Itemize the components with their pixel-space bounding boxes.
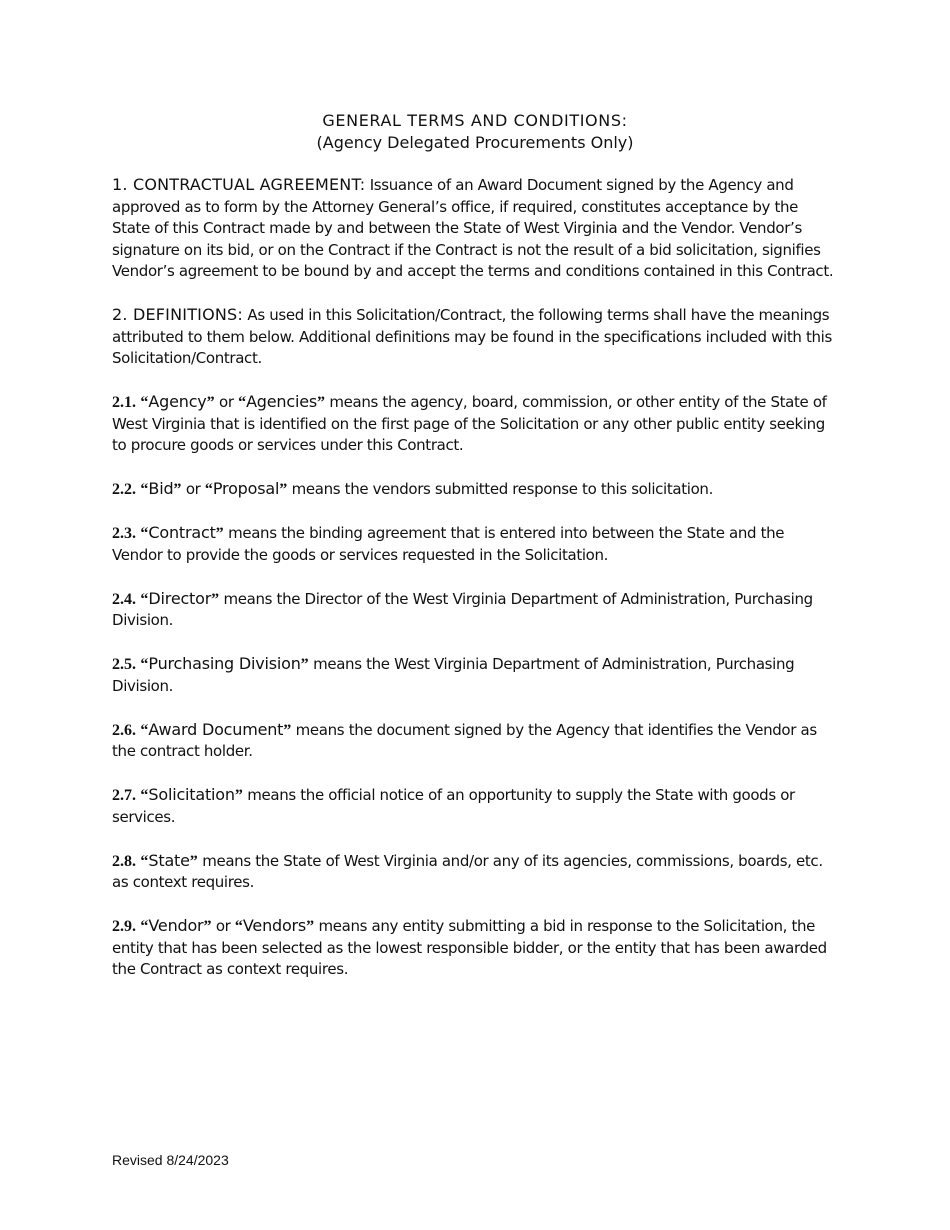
defined-term: Agency: [148, 392, 207, 411]
definition-text: means the Director of the West Virginia Department of Administration, Purchasing Division.: [112, 589, 813, 629]
definition-number: 2.5.: [112, 656, 136, 673]
definition-text: means any entity submitting a bid in response to the Solicitation, the entity that has been selected as the lowest responsible bidder, or the entity that has been awarded the Contract as context requires.: [112, 917, 827, 978]
defined-term: Agencies: [246, 392, 317, 411]
section-heading: 2. DEFINITIONS:: [112, 305, 243, 324]
definition-text: means the document signed by the Agency that identifies the Vendor as the contract holder.: [112, 720, 817, 760]
definition-item: 2.4. “Director” means the Director of the West Virginia Department of Administration, Purchasing Division.: [112, 588, 813, 629]
definitions-list: [112, 391, 838, 981]
definition-text: means the agency, board, commission, or other entity of the State of West Virginia that is identified on the first page of the Solicitation or any other public entity seeking to procure goods or services under this Contract.: [112, 393, 827, 454]
term-connector: or: [214, 393, 239, 411]
definition-number: 2.9.: [112, 918, 136, 935]
defined-term: Award Document: [148, 719, 284, 739]
revision-footer: Revised 8/24/2023: [112, 1152, 229, 1168]
document-title: GENERAL TERMS AND CONDITIONS:: [322, 111, 628, 130]
definition-number: 2.2.: [112, 481, 136, 498]
term-connector: or: [211, 917, 235, 935]
definition-number: 2.4.: [112, 590, 136, 608]
definition-number: 2.8.: [112, 852, 136, 870]
term-connector: or: [181, 480, 205, 498]
defined-term: Vendors: [242, 916, 307, 935]
defined-term: Director: [148, 588, 212, 608]
definition-item: 2.7. “Solicitation” means the official notice of an opportunity to supply the State with goods or services.: [112, 785, 795, 826]
definition-text: means the official notice of an opportunity to supply the State with goods or services.: [112, 786, 795, 826]
definition-number: 2.1.: [112, 394, 136, 411]
section-body: Issuance of an Award Document signed by the Agency and approved as to form by the Attorney General’s office, if required, constitutes acceptance by the State of this Contract made by and between the State of West Virginia and the Vendor. Vendor’s signature on its bid, or on the Contract if the Contract is not the result of a bid solicitation, signifies Vendor’s agreement to be bound by and accept the terms and conditions contained in this Contract.: [112, 176, 834, 280]
defined-term: Contract: [148, 523, 216, 542]
definition-number: 2.3.: [112, 525, 136, 542]
definition-number: 2.7.: [112, 787, 136, 804]
definition-text: means the West Virginia Department of Administration, Purchasing Division.: [112, 655, 795, 695]
section-heading: 1. CONTRACTUAL AGREEMENT:: [112, 175, 366, 194]
definition-item: 2.6. “Award Document” means the document signed by the Agency that identifies the Vendor as the contract holder.: [112, 719, 817, 760]
definition-item: 2.8. “State” means the State of West Virginia and/or any of its agencies, commissions, boards, etc. as context requires.: [112, 850, 823, 891]
definition-item: 2.9. “Vendor” or “Vendors” means any entity submitting a bid in response to the Solicitation, the entity that has been selected as the lowest responsible bidder, or the entity that has been awarded the Contract as context requires.: [112, 916, 827, 978]
section-body: As used in this Solicitation/Contract, the following terms shall have the meanings attributed to them below. Additional definitions may be found in the specifications included with this Solicitation/Contract.: [112, 306, 832, 367]
definition-item: 2.3. “Contract” means the binding agreement that is entered into between the State and the Vendor to provide the goods or services requested in the Solicitation.: [112, 523, 785, 564]
document-page: [112, 110, 838, 1002]
defined-term: Purchasing Division: [148, 654, 301, 673]
section-contractual-agreement: [112, 174, 838, 283]
definition-item: 2.5. “Purchasing Division” means the West Virginia Department of Administration, Purchasing Division.: [112, 654, 795, 695]
defined-term: Proposal: [212, 479, 280, 498]
definition-text: means the binding agreement that is entered into between the State and the Vendor to provide the goods or services requested in the Solicitation.: [112, 524, 785, 564]
definition-text: means the vendors submitted response to this solicitation.: [287, 480, 713, 498]
document-subtitle: (Agency Delegated Procurements Only): [316, 133, 634, 152]
definition-item: 2.2. “Bid” or “Proposal” means the vendors submitted response to this solicitation.: [112, 479, 713, 498]
definition-number: 2.6.: [112, 721, 136, 739]
section-definitions: [112, 304, 838, 370]
definition-text: means the State of West Virginia and/or any of its agencies, commissions, boards, etc. as context requires.: [112, 851, 823, 891]
defined-term: Bid: [148, 479, 174, 498]
defined-term: Solicitation: [148, 785, 235, 804]
definition-item: 2.1. “Agency” or “Agencies” means the agency, board, commission, or other entity of the State of West Virginia that is identified on the first page of the Solicitation or any other public entity seeking to procure goods or services under this Contract.: [112, 392, 827, 454]
defined-term: State: [148, 850, 190, 870]
defined-term: Vendor: [148, 916, 204, 935]
